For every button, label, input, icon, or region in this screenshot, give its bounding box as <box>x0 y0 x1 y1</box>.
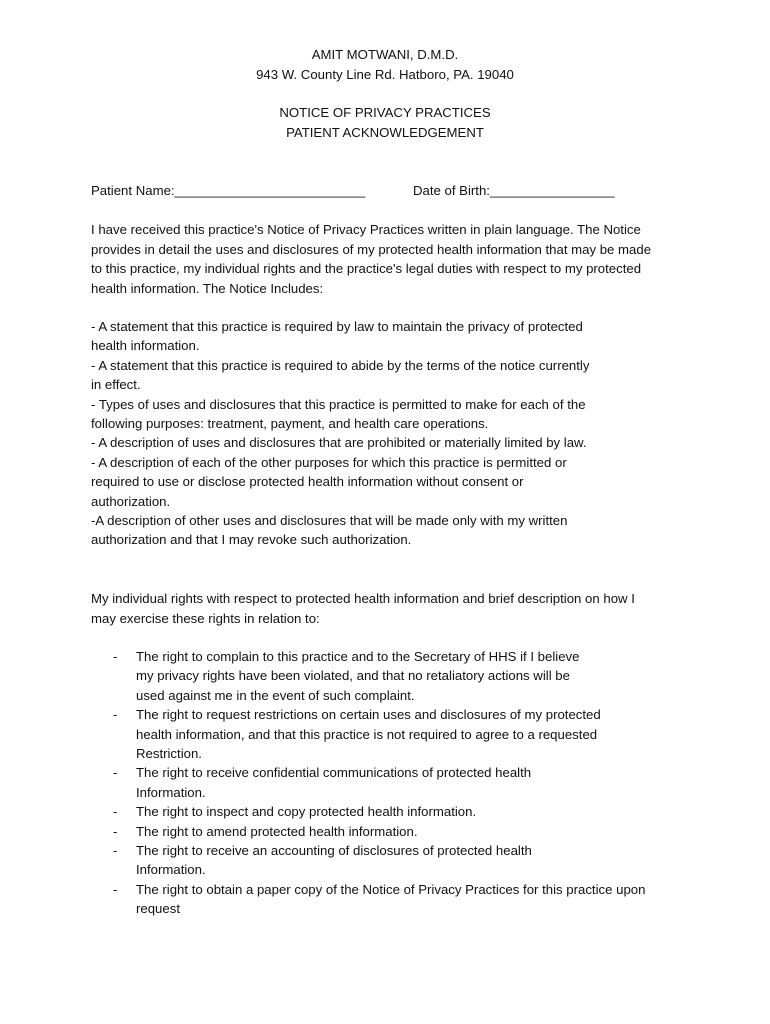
right-line: Information. <box>136 862 206 878</box>
rights-list <box>91 647 691 919</box>
right-request-restrictions <box>91 705 691 763</box>
statement-line: - A description of uses and disclosures that are prohibited or materially limited by law. <box>91 435 587 451</box>
right-line: Information. <box>136 784 206 800</box>
patient-name-field[interactable]: Patient Name:__________________________ <box>91 183 366 198</box>
right-paper-copy <box>91 880 691 919</box>
right-inspect-copy <box>91 802 691 821</box>
right-line: The right to request restrictions on certain uses and disclosures of my protected <box>136 707 601 723</box>
rights-intro-paragraph <box>91 589 691 628</box>
rights-intro-line: My individual rights with respect to protected health information and brief description on how I <box>91 591 635 606</box>
right-line: Restriction. <box>136 746 202 762</box>
intro-line: to this practice, my individual rights and the practice's legal duties with respect to my protected <box>91 261 642 277</box>
right-line: used against me in the event of such complaint. <box>136 687 415 703</box>
right-line: The right to complain to this practice and to the Secretary of HHS if I believe <box>136 649 580 664</box>
statement-line: authorization. <box>91 493 171 509</box>
title-line-1: NOTICE OF PRIVACY PRACTICES <box>279 105 491 120</box>
practice-header <box>0 45 770 85</box>
list-dash: - <box>113 707 118 723</box>
right-line: The right to amend protected health information. <box>136 823 418 839</box>
list-dash: - <box>113 881 118 897</box>
list-dash: - <box>113 843 118 859</box>
right-line: request <box>136 901 180 917</box>
right-line: my privacy rights have been violated, and that no retaliatory actions will be <box>136 668 570 684</box>
list-dash: - <box>113 765 118 781</box>
practice-address: 943 W. County Line Rd. Hatboro, PA. 19040 <box>256 67 514 82</box>
list-dash: - <box>113 649 118 664</box>
intro-paragraph <box>91 220 691 298</box>
list-dash: - <box>113 823 118 839</box>
statement-line: - A statement that this practice is required by law to maintain the privacy of protected <box>91 319 583 334</box>
intro-line: provides in detail the uses and disclosures of my protected health information that may be made <box>91 241 652 257</box>
statement-line: authorization and that I may revoke such authorization. <box>91 532 412 548</box>
right-accounting-of-disclosures <box>91 841 691 880</box>
right-line: The right to receive an accounting of disclosures of protected health <box>136 843 532 859</box>
intro-line: health information. The Notice Includes: <box>91 280 324 296</box>
statement-line: following purposes: treatment, payment, and health care operations. <box>91 416 489 432</box>
rights-intro-line: may exercise these rights in relation to: <box>91 610 320 626</box>
right-amend <box>91 822 691 841</box>
right-complain <box>91 647 691 705</box>
title-line-2: PATIENT ACKNOWLEDGEMENT <box>286 125 484 140</box>
list-dash: - <box>113 804 118 820</box>
statement-line: required to use or disclose protected health information without consent or <box>91 474 524 490</box>
right-line: health information, and that this practice is not required to agree to a requested <box>136 726 598 742</box>
intro-line: I have received this practice's Notice of Privacy Practices written in plain language. The Notice <box>91 222 641 237</box>
date-of-birth-field[interactable]: Date of Birth:_________________ <box>413 183 615 198</box>
statement-line: health information. <box>91 338 200 354</box>
statement-line: - A statement that this practice is required to abide by the terms of the notice currently <box>91 357 590 373</box>
statement-line: -A description of other uses and disclosures that will be made only with my written <box>91 513 568 529</box>
statement-line: - Types of uses and disclosures that this practice is permitted to make for each of the <box>91 396 586 412</box>
statement-line: in effect. <box>91 377 141 393</box>
statement-line: - A description of each of the other purposes for which this practice is permitted or <box>91 454 567 470</box>
notice-includes-list <box>91 317 691 550</box>
document-title <box>0 103 770 143</box>
right-line: The right to obtain a paper copy of the Notice of Privacy Practices for this practice upon <box>136 881 646 897</box>
practitioner-name: AMIT MOTWANI, D.M.D. <box>311 47 459 62</box>
right-line: The right to receive confidential communications of protected health <box>136 765 532 781</box>
right-line: The right to inspect and copy protected health information. <box>136 804 477 820</box>
right-confidential-communications <box>91 763 691 802</box>
